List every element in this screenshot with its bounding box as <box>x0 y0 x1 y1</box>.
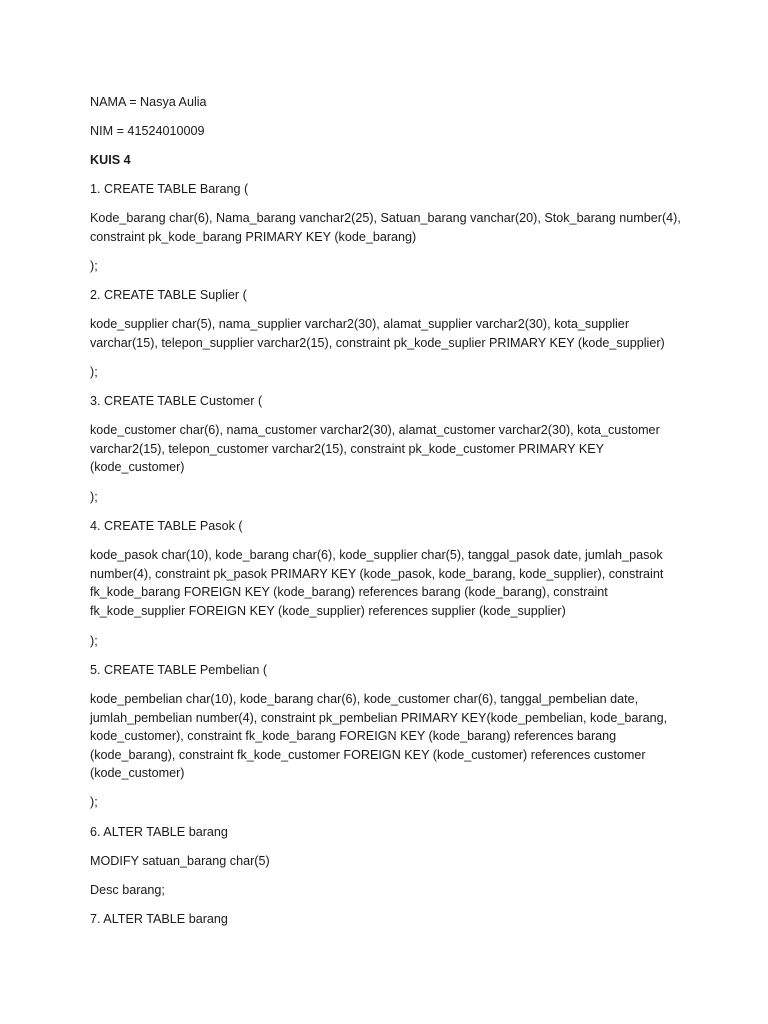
q4-body-line: fk_kode_supplier FOREIGN KEY (kode_supplier) references supplier (kode_supplier) <box>90 603 566 618</box>
q1-heading: 1. CREATE TABLE Barang ( <box>90 182 249 196</box>
q6-modify: MODIFY satuan_barang char(5) <box>90 854 270 868</box>
q5-body-line: (kode_barang), constraint fk_kode_customer FOREIGN KEY (kode_customer) references customer <box>90 747 646 762</box>
q5-body <box>90 690 690 783</box>
q1-body-line: constraint pk_kode_barang PRIMARY KEY (kode_barang) <box>90 229 417 244</box>
q3-body-line: kode_customer char(6), nama_customer varchar2(30), alamat_customer varchar2(30), kota_customer <box>90 423 660 437</box>
q2-body-line: varchar(15), telepon_supplier varchar2(15), constraint pk_kode_suplier PRIMARY KEY (kode_supplier) <box>90 335 665 350</box>
q3-heading: 3. CREATE TABLE Customer ( <box>90 394 263 408</box>
q2-heading: 2. CREATE TABLE Suplier ( <box>90 288 247 302</box>
q6-heading: 6. ALTER TABLE barang <box>90 825 228 839</box>
q3-body-line: varchar2(15), telepon_customer varchar2(15), constraint pk_kode_customer PRIMARY KEY <box>90 441 605 456</box>
q2-close: ); <box>90 365 98 379</box>
student-nim: NIM = 41524010009 <box>90 124 205 138</box>
q5-body-line: jumlah_pembelian number(4), constraint pk_pembelian PRIMARY KEY(kode_pembelian, kode_barang, <box>90 710 668 725</box>
q2-body <box>90 315 690 352</box>
q5-close: ); <box>90 795 98 809</box>
q3-close: ); <box>90 490 98 504</box>
q1-body <box>90 209 690 246</box>
q4-body-line: kode_pasok char(10), kode_barang char(6), kode_supplier char(5), tanggal_pasok date, jumlah_pasok <box>90 548 663 562</box>
q5-body-line: kode_customer), constraint fk_kode_barang FOREIGN KEY (kode_barang) references barang <box>90 729 617 744</box>
q5-body-line: (kode_customer) <box>90 766 185 781</box>
q4-heading: 4. CREATE TABLE Pasok ( <box>90 519 243 533</box>
q3-body <box>90 421 690 477</box>
q6-desc: Desc barang; <box>90 883 165 897</box>
student-name: NAMA = Nasya Aulia <box>90 95 207 109</box>
q3-body-line: (kode_customer) <box>90 460 185 475</box>
q4-body-line: number(4), constraint pk_pasok PRIMARY KEY (kode_pasok, kode_barang, kode_supplier), constraint <box>90 566 664 581</box>
q4-close: ); <box>90 634 98 648</box>
q2-body-line: kode_supplier char(5), nama_supplier varchar2(30), alamat_supplier varchar2(30), kota_supplier <box>90 317 630 331</box>
q5-heading: 5. CREATE TABLE Pembelian ( <box>90 663 268 677</box>
q1-body-line: Kode_barang char(6), Nama_barang vanchar2(25), Satuan_barang vanchar(20), Stok_barang number(4), <box>90 211 681 225</box>
q7-heading: 7. ALTER TABLE barang <box>90 912 228 926</box>
q4-body-line: fk_kode_barang FOREIGN KEY (kode_barang) references barang (kode_barang), constraint <box>90 585 608 600</box>
q4-body <box>90 546 690 620</box>
q5-body-line: kode_pembelian char(10), kode_barang char(6), kode_customer char(6), tanggal_pembelian date, <box>90 692 639 706</box>
quiz-title: KUIS 4 <box>90 153 131 167</box>
q1-close: ); <box>90 259 98 273</box>
